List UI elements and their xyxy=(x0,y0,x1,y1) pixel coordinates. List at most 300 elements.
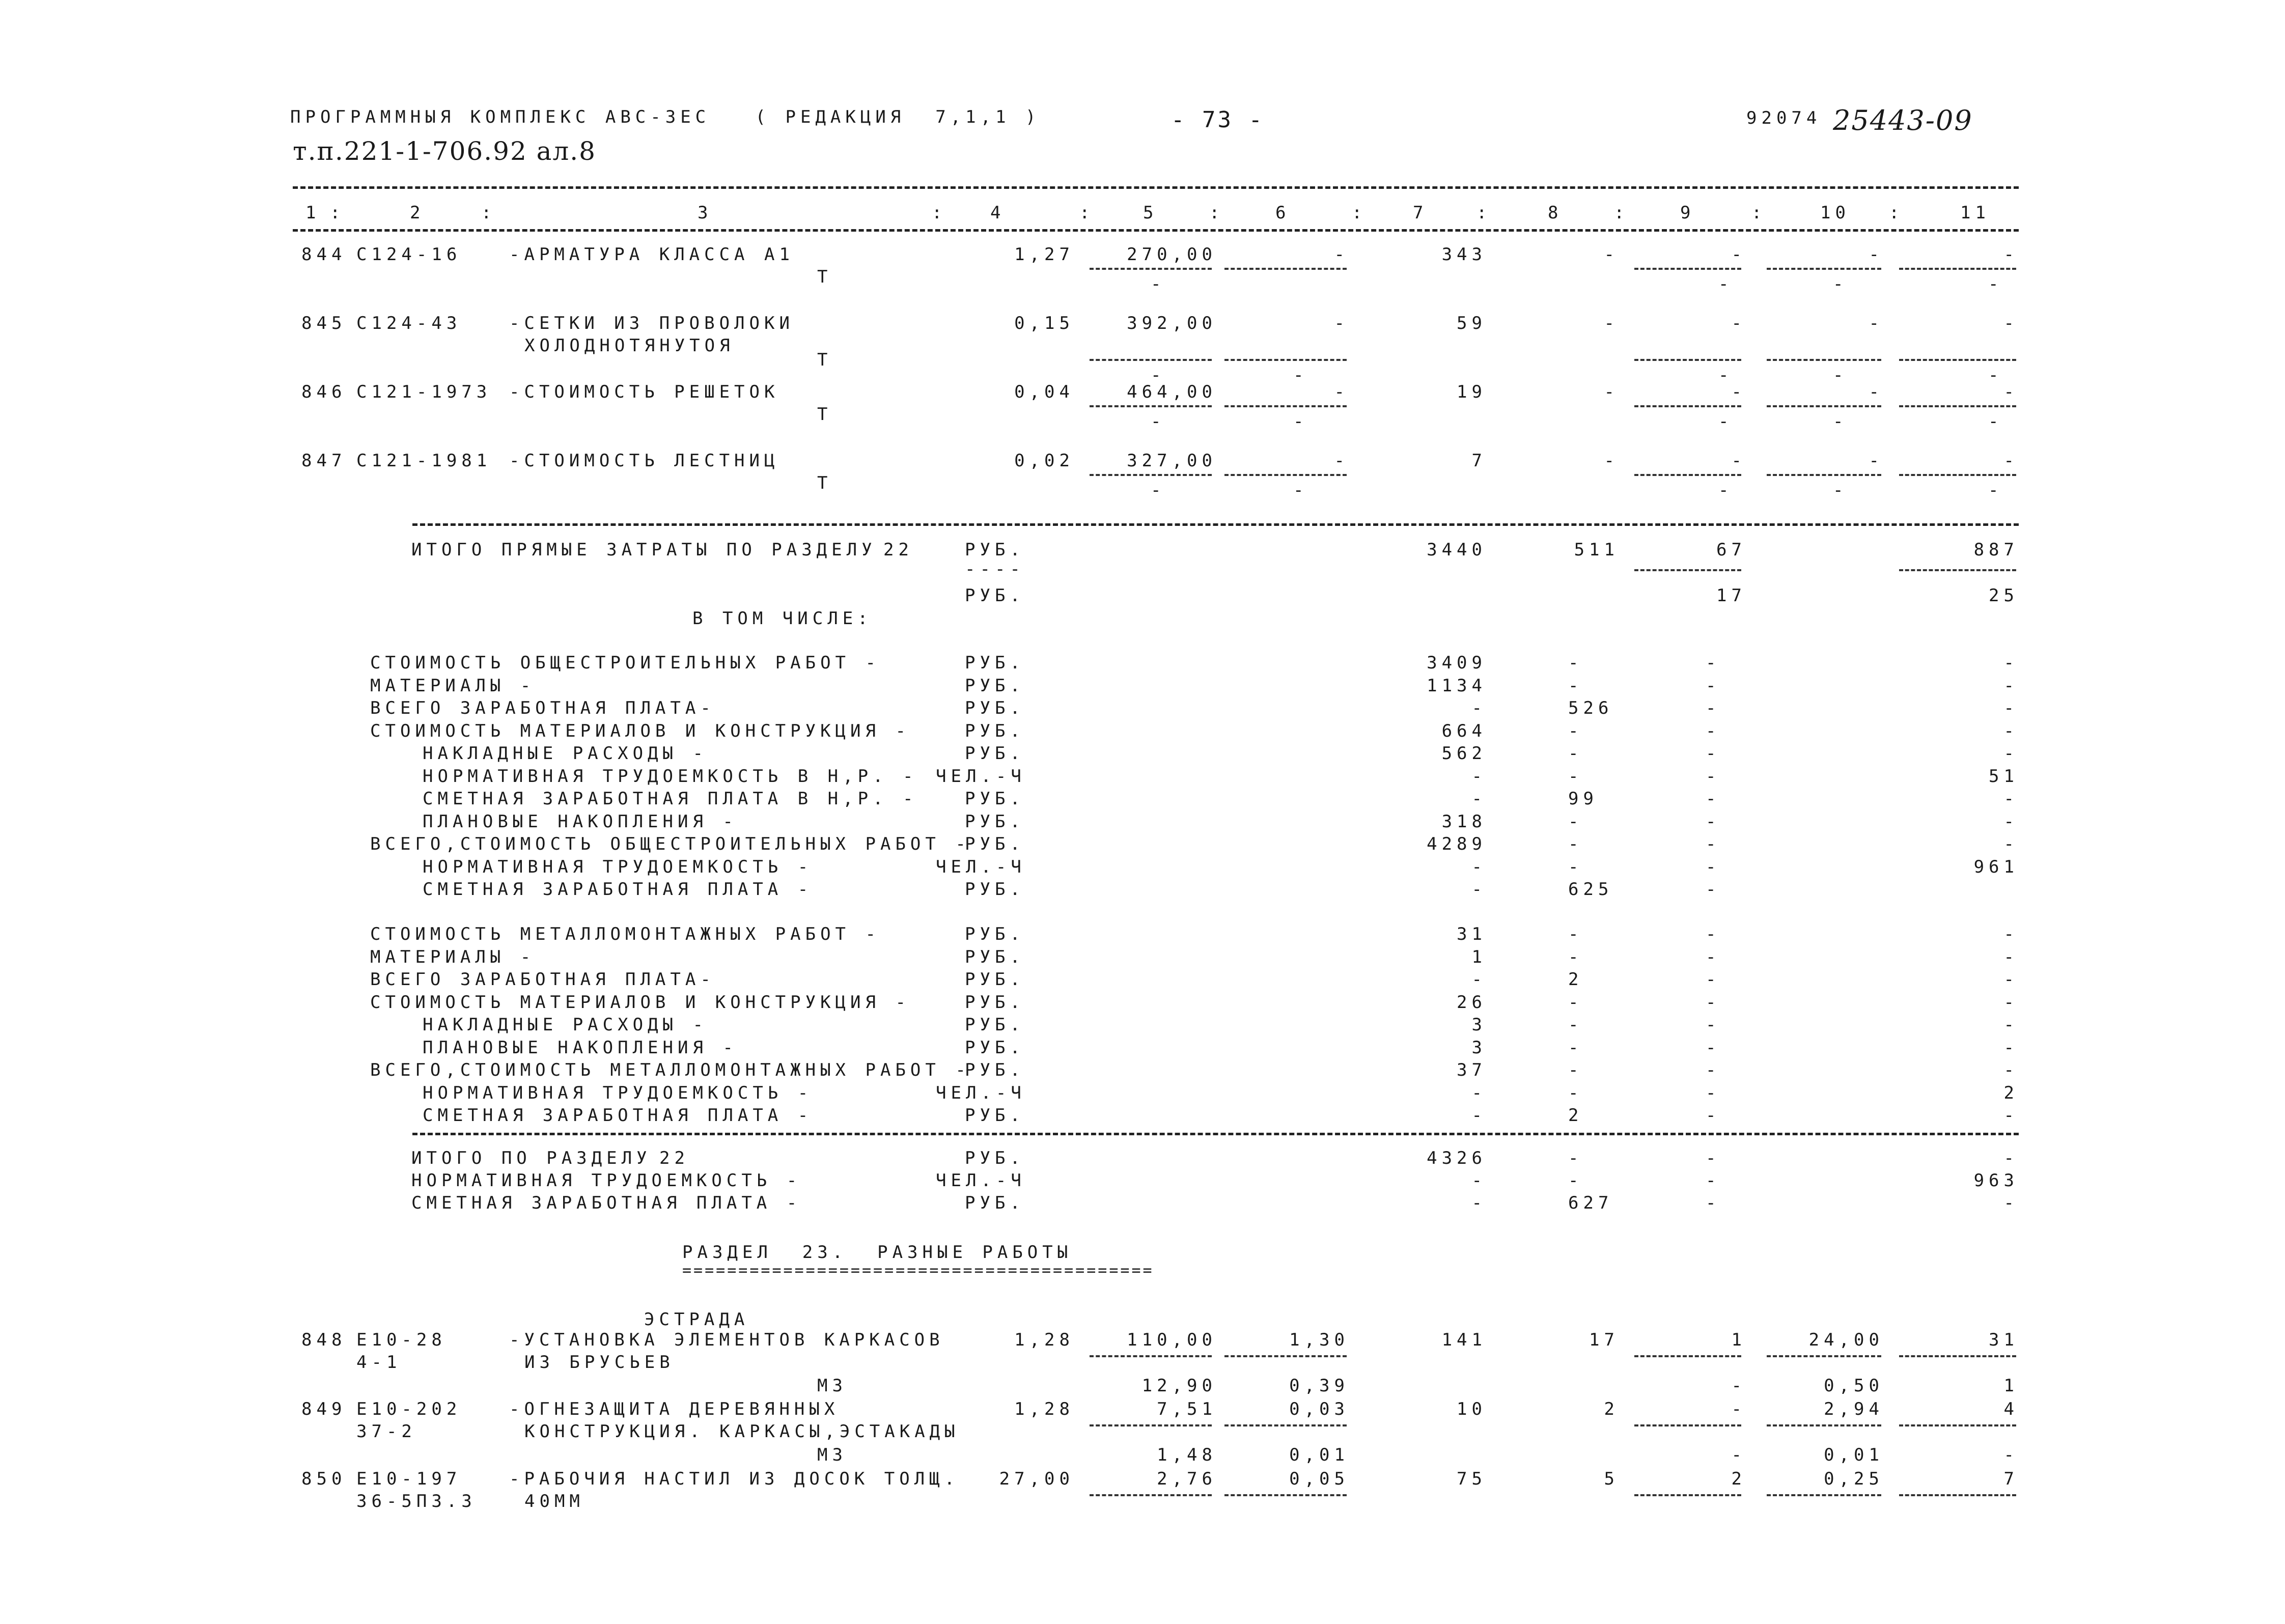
breakdown-unit: РУБ. xyxy=(965,969,1025,990)
breakdown-col11: - xyxy=(2003,969,2019,990)
item-col11: 31 xyxy=(1989,1330,2019,1350)
item-unit: Т xyxy=(817,404,832,425)
item-sub-price: 1,48 xyxy=(1157,1445,1217,1465)
breakdown-unit: РУБ. xyxy=(965,743,1025,764)
breakdown-col8: - xyxy=(1568,1060,1583,1080)
item-sub-price: - xyxy=(1151,480,1166,500)
direct-total-c7: 3440 xyxy=(1427,540,1487,560)
breakdown-col8: - xyxy=(1568,857,1583,877)
document-code: 92074 xyxy=(1746,108,1822,128)
breakdown-label: ВСЕГО ЗАРАБОТНАЯ ПЛАТА- xyxy=(370,969,715,990)
item-qty: 0,02 xyxy=(1014,451,1074,471)
item-rule-col11 xyxy=(1899,1494,2016,1496)
item-name: ИЗ БРУСЬЕВ xyxy=(524,1352,675,1373)
item-price: 270,00 xyxy=(1127,244,1217,265)
item-col6: 0,05 xyxy=(1289,1469,1349,1489)
item-code: Е10-202 xyxy=(356,1399,462,1419)
item-sub-col9: - xyxy=(1718,411,1734,432)
breakdown-col7: 4289 xyxy=(1427,834,1487,854)
item-rule-price xyxy=(1090,1355,1212,1357)
breakdown-label: СМЕТНАЯ ЗАРАБОТНАЯ ПЛАТА - xyxy=(423,1105,813,1126)
including-label: В ТОМ ЧИСЛЕ: xyxy=(692,608,873,629)
section-23-subtitle: ЭСТРАДА xyxy=(644,1309,749,1330)
breakdown-col11: - xyxy=(2003,947,2019,967)
item-unit: Т xyxy=(817,350,832,370)
item-col6: 1,30 xyxy=(1289,1330,1349,1350)
breakdown-col7: 318 xyxy=(1441,811,1487,832)
item-sub-col9: - xyxy=(1718,480,1734,500)
item-total: 7 xyxy=(1471,451,1487,471)
item-qty: 1,28 xyxy=(1014,1399,1074,1419)
item-col8: 2 xyxy=(1604,1399,1619,1419)
item-sub-col10: - xyxy=(1833,365,1848,385)
breakdown-col8: 526 xyxy=(1568,698,1613,718)
breakdown-col11: - xyxy=(2003,698,2019,718)
breakdown-label: ВСЕГО ЗАРАБОТНАЯ ПЛАТА- xyxy=(370,698,715,718)
direct-total-unit: РУБ. xyxy=(965,540,1025,560)
direct-total-unit2: РУБ. xyxy=(965,585,1025,606)
direct-total-c11b: 25 xyxy=(1989,585,2019,606)
breakdown-unit: РУБ. xyxy=(965,721,1025,741)
item-number: 849 xyxy=(301,1399,347,1419)
item-col11: - xyxy=(2003,382,2019,402)
breakdown-col7: 3 xyxy=(1471,1015,1487,1035)
breakdown-col7: 562 xyxy=(1441,743,1487,764)
breakdown-label: ВСЕГО,СТОИМОСТЬ ОБЩЕСТРОИТЕЛЬНЫХ РАБОТ - xyxy=(370,834,970,854)
column-header-8: 8 xyxy=(1548,203,1563,223)
breakdown-col7: - xyxy=(1471,879,1487,900)
item-sub-col6: - xyxy=(1293,411,1308,432)
breakdown-col9: - xyxy=(1706,1015,1721,1035)
breakdown-col9: - xyxy=(1706,834,1721,854)
breakdown-col7: - xyxy=(1471,969,1487,990)
item-col9: - xyxy=(1731,1399,1746,1419)
breakdown-unit: ЧЕЛ.-Ч xyxy=(936,766,1026,787)
section-total-col8: - xyxy=(1568,1170,1583,1191)
breakdown-col7: - xyxy=(1471,766,1487,787)
item-sub-col6: - xyxy=(1293,365,1308,385)
item-qty: 0,04 xyxy=(1014,382,1074,402)
breakdown-col11: - xyxy=(2003,1015,2019,1035)
item-price: 327,00 xyxy=(1127,451,1217,471)
item-col8: - xyxy=(1604,313,1619,333)
item-code: С121-1973 xyxy=(356,382,492,402)
breakdown-col9: - xyxy=(1706,676,1721,696)
item-rule-col9 xyxy=(1634,1494,1741,1496)
breakdown-col8: - xyxy=(1568,766,1583,787)
column-header-10: 10 xyxy=(1820,203,1850,223)
item-sub-col9: - xyxy=(1731,1376,1746,1396)
breakdown-col8: - xyxy=(1568,1038,1583,1058)
breakdown-col9: - xyxy=(1706,1083,1721,1103)
breakdown-label: ПЛАНОВЫЕ НАКОПЛЕНИЯ - xyxy=(423,1038,738,1058)
item-col8: 5 xyxy=(1604,1469,1619,1489)
column-header-1: 1 xyxy=(305,203,321,223)
item-price: 464,00 xyxy=(1127,382,1217,402)
section-total-col9: - xyxy=(1706,1148,1721,1168)
direct-total-c8: 511 xyxy=(1574,540,1619,560)
item-col8: - xyxy=(1604,244,1619,265)
item-name: -СЕТКИ ИЗ ПРОВОЛОКИ xyxy=(509,313,794,333)
breakdown-col7: 31 xyxy=(1457,924,1487,944)
direct-total-c11: 887 xyxy=(1973,540,2019,560)
breakdown-unit: РУБ. xyxy=(965,676,1025,696)
column-header-5: 5 xyxy=(1143,203,1158,223)
item-col6: - xyxy=(1334,451,1349,471)
breakdown-col8: - xyxy=(1568,924,1583,944)
breakdown-col9: - xyxy=(1706,811,1721,832)
item-qty: 0,15 xyxy=(1014,313,1074,333)
breakdown-unit: РУБ. xyxy=(965,698,1025,718)
item-sub-col9: - xyxy=(1718,274,1734,294)
breakdown-unit: РУБ. xyxy=(965,992,1025,1013)
item-number: 845 xyxy=(301,313,347,333)
section-total-col7: 4326 xyxy=(1427,1148,1487,1168)
item-name: ХОЛОДНОТЯНУТОЯ xyxy=(524,335,735,356)
column-header-2: 2 xyxy=(410,203,425,223)
section-total-unit: РУБ. xyxy=(965,1148,1025,1168)
item-rule-col10 xyxy=(1767,1355,1881,1357)
item-name: КОНСТРУКЦИЯ. КАРКАСЫ,ЭСТАКАДЫ xyxy=(524,1421,960,1442)
direct-total-section: 22 xyxy=(883,540,913,560)
breakdown-col9: - xyxy=(1706,1038,1721,1058)
breakdown-col7: 26 xyxy=(1457,992,1487,1013)
item-total: 59 xyxy=(1457,313,1487,333)
section-total-unit: ЧЕЛ.-Ч xyxy=(936,1170,1026,1191)
item-sub-col10: - xyxy=(1833,480,1848,500)
breakdown-col8: - xyxy=(1568,653,1583,673)
breakdown-col11: - xyxy=(2003,676,2019,696)
column-separator: : xyxy=(932,203,947,223)
item-total: 343 xyxy=(1441,244,1487,265)
item-sub-col6: 0,39 xyxy=(1289,1376,1349,1396)
item-sub-col9: - xyxy=(1718,365,1734,385)
item-sub-col11: - xyxy=(1988,480,2003,500)
item-name: -СТОИМОСТЬ ЛЕСТНИЦ xyxy=(509,451,779,471)
breakdown-label: ПЛАНОВЫЕ НАКОПЛЕНИЯ - xyxy=(423,811,738,832)
breakdown-col9: - xyxy=(1706,766,1721,787)
column-separator: : xyxy=(1209,203,1224,223)
item-col8: - xyxy=(1604,382,1619,402)
section-total-col11: - xyxy=(2003,1148,2019,1168)
breakdown-label: МАТЕРИАЛЫ - xyxy=(370,676,536,696)
item-total: 10 xyxy=(1457,1399,1487,1419)
breakdown-label: НАКЛАДНЫЕ РАСХОДЫ - xyxy=(423,1015,708,1035)
breakdown-col9: - xyxy=(1706,743,1721,764)
item-rule-col10 xyxy=(1767,1424,1881,1426)
handwritten-number: 25443-09 xyxy=(1833,104,1973,136)
breakdown-label: СТОИМОСТЬ МАТЕРИАЛОВ И КОНСТРУКЦИЯ - xyxy=(370,992,910,1013)
item-total: 75 xyxy=(1457,1469,1487,1489)
breakdown-col11: 2 xyxy=(2003,1083,2019,1103)
item-col9: - xyxy=(1731,451,1746,471)
breakdown-col11: - xyxy=(2003,1105,2019,1126)
item-col11: - xyxy=(2003,451,2019,471)
item-unit: М3 xyxy=(817,1376,847,1396)
item-rule-col11 xyxy=(1899,1424,2016,1426)
item-number: 847 xyxy=(301,451,347,471)
breakdown-col7: 664 xyxy=(1441,721,1487,741)
item-col10: 24,00 xyxy=(1808,1330,1884,1350)
item-rule-col9 xyxy=(1634,1424,1741,1426)
item-sub-price: 12,90 xyxy=(1141,1376,1217,1396)
breakdown-label: СМЕТНАЯ ЗАРАБОТНАЯ ПЛАТА - xyxy=(423,879,813,900)
column-separator: : xyxy=(1476,203,1492,223)
section-total-label: НОРМАТИВНАЯ ТРУДОЕМКОСТЬ - xyxy=(411,1170,802,1191)
item-sub-col6: 0,01 xyxy=(1289,1445,1349,1465)
column-separator: : xyxy=(330,203,345,223)
breakdown-col9: - xyxy=(1706,969,1721,990)
column-header-6: 6 xyxy=(1275,203,1291,223)
item-col6: - xyxy=(1334,244,1349,265)
section-total-section: 22 xyxy=(659,1148,689,1168)
direct-total-c9b: 17 xyxy=(1716,585,1746,606)
breakdown-col7: - xyxy=(1471,1105,1487,1126)
item-code-sub: 36-5ПЗ.3 xyxy=(356,1491,477,1511)
breakdown-col8: - xyxy=(1568,721,1583,741)
section-total-col9: - xyxy=(1706,1193,1721,1213)
item-name: -СТОИМОСТЬ РЕШЕТОК xyxy=(509,382,779,402)
breakdown-unit: РУБ. xyxy=(965,811,1025,832)
breakdown-col9: - xyxy=(1706,698,1721,718)
section-total-col9: - xyxy=(1706,1170,1721,1191)
item-code: С121-1981 xyxy=(356,451,492,471)
item-col10: - xyxy=(1869,244,1884,265)
item-sub-col9: - xyxy=(1731,1445,1746,1465)
breakdown-unit: РУБ. xyxy=(965,879,1025,900)
breakdown-col11: 961 xyxy=(1973,857,2019,877)
breakdown-col8: 2 xyxy=(1568,969,1583,990)
item-total: 141 xyxy=(1441,1330,1487,1350)
breakdown-col9: - xyxy=(1706,924,1721,944)
breakdown-col8: - xyxy=(1568,811,1583,832)
item-qty: 27,00 xyxy=(999,1469,1074,1489)
item-col11: 4 xyxy=(2003,1399,2019,1419)
breakdown-unit: ЧЕЛ.-Ч xyxy=(936,1083,1026,1103)
item-sub-col11: - xyxy=(2003,1445,2019,1465)
breakdown-col9: - xyxy=(1706,992,1721,1013)
column-header-11: 11 xyxy=(1960,203,1990,223)
breakdown-col11: - xyxy=(2003,743,2019,764)
breakdown-col11: 51 xyxy=(1989,766,2019,787)
item-unit: Т xyxy=(817,267,832,287)
breakdown-label: СТОИМОСТЬ МЕТАЛЛОМОНТАЖНЫХ РАБОТ - xyxy=(370,924,880,944)
item-rule-col9 xyxy=(1634,1355,1741,1357)
column-separator: : xyxy=(1079,203,1095,223)
section-total-col7: - xyxy=(1471,1193,1487,1213)
breakdown-label: НОРМАТИВНАЯ ТРУДОЕМКОСТЬ - xyxy=(423,857,813,877)
breakdown-col7: 37 xyxy=(1457,1060,1487,1080)
item-price: 7,51 xyxy=(1157,1399,1217,1419)
breakdown-col9: - xyxy=(1706,1060,1721,1080)
breakdown-col9: - xyxy=(1706,947,1721,967)
breakdown-col9: - xyxy=(1706,789,1721,809)
item-col11: - xyxy=(2003,244,2019,265)
item-col9: 2 xyxy=(1731,1469,1746,1489)
item-sub-col11: - xyxy=(1988,274,2003,294)
column-separator: : xyxy=(1614,203,1629,223)
breakdown-col11: - xyxy=(2003,1038,2019,1058)
item-price: 110,00 xyxy=(1127,1330,1217,1350)
breakdown-col11: - xyxy=(2003,992,2019,1013)
breakdown-col7: - xyxy=(1471,857,1487,877)
item-name: -ОГНЕЗАЩИТА ДЕРЕВЯННЫХ xyxy=(509,1399,840,1419)
item-sub-col10: 0,50 xyxy=(1824,1376,1884,1396)
breakdown-unit: РУБ. xyxy=(965,789,1025,809)
breakdown-unit: РУБ. xyxy=(965,924,1025,944)
item-name: -УСТАНОВКА ЭЛЕМЕНТОВ КАРКАСОВ xyxy=(509,1330,944,1350)
item-sub-price: - xyxy=(1151,365,1166,385)
page-number: - 73 - xyxy=(1171,107,1264,133)
breakdown-col8: - xyxy=(1568,992,1583,1013)
item-number: 844 xyxy=(301,244,347,265)
breakdown-unit: РУБ. xyxy=(965,947,1025,967)
item-col10: 2,94 xyxy=(1824,1399,1884,1419)
item-rule-col6 xyxy=(1224,1355,1347,1357)
breakdown-label: СТОИМОСТЬ МАТЕРИАЛОВ И КОНСТРУКЦИЯ - xyxy=(370,721,910,741)
breakdown-col8: - xyxy=(1568,834,1583,854)
item-col6: - xyxy=(1334,382,1349,402)
breakdown-col8: 625 xyxy=(1568,879,1613,900)
item-sub-price: - xyxy=(1151,274,1166,294)
breakdown-col11: - xyxy=(2003,811,2019,832)
item-total: 19 xyxy=(1457,382,1487,402)
item-code-sub: 4-1 xyxy=(356,1352,402,1373)
breakdown-col8: 2 xyxy=(1568,1105,1583,1126)
direct-total-c9: 67 xyxy=(1716,540,1746,560)
item-col10: 0,25 xyxy=(1824,1469,1884,1489)
breakdown-col9: - xyxy=(1706,879,1721,900)
breakdown-col11: - xyxy=(2003,721,2019,741)
item-unit: М3 xyxy=(817,1445,847,1465)
item-col11: 7 xyxy=(2003,1469,2019,1489)
breakdown-col11: - xyxy=(2003,834,2019,854)
column-header-7: 7 xyxy=(1413,203,1428,223)
section-total-label: ИТОГО ПО РАЗДЕЛУ xyxy=(411,1148,652,1168)
breakdown-col8: - xyxy=(1568,676,1583,696)
item-col9: - xyxy=(1731,382,1746,402)
breakdown-col9: - xyxy=(1706,857,1721,877)
item-number: 850 xyxy=(301,1469,347,1489)
column-separator: : xyxy=(481,203,496,223)
item-col10: - xyxy=(1869,382,1884,402)
breakdown-label: НОРМАТИВНАЯ ТРУДОЕМКОСТЬ - xyxy=(423,1083,813,1103)
column-header-3: 3 xyxy=(698,203,713,223)
item-col6: 0,03 xyxy=(1289,1399,1349,1419)
item-rule-col6 xyxy=(1224,1494,1347,1496)
breakdown-unit: РУБ. xyxy=(965,834,1025,854)
item-col9: - xyxy=(1731,313,1746,333)
item-name: 40ММ xyxy=(524,1491,584,1511)
breakdown-col8: - xyxy=(1568,947,1583,967)
breakdown-label: НАКЛАДНЫЕ РАСХОДЫ - xyxy=(423,743,708,764)
breakdown-label: СТОИМОСТЬ ОБЩЕСТРОИТЕЛЬНЫХ РАБОТ - xyxy=(370,653,880,673)
section-total-label: СМЕТНАЯ ЗАРАБОТНАЯ ПЛАТА - xyxy=(411,1193,802,1213)
item-code: Е10-197 xyxy=(356,1469,462,1489)
column-separator: : xyxy=(1889,203,1904,223)
column-header-9: 9 xyxy=(1680,203,1695,223)
breakdown-label: МАТЕРИАЛЫ - xyxy=(370,947,536,967)
program-header: ПРОГРАММНЫЯ КОМПЛЕКС АВС-ЗЕС ( РЕДАКЦИЯ 7,1,1 ) xyxy=(290,107,1041,127)
item-rule-col6 xyxy=(1224,1424,1347,1426)
item-rule-price xyxy=(1090,1494,1212,1496)
section-total-col8: 627 xyxy=(1568,1193,1613,1213)
section-total-col11: - xyxy=(2003,1193,2019,1213)
item-sub-col11: 1 xyxy=(2003,1376,2019,1396)
breakdown-unit: РУБ. xyxy=(965,1015,1025,1035)
item-code: С124-16 xyxy=(356,244,462,265)
item-price: 392,00 xyxy=(1127,313,1217,333)
item-col8: - xyxy=(1604,451,1619,471)
breakdown-col7: - xyxy=(1471,789,1487,809)
direct-total-label: ИТОГО ПРЯМЫЕ ЗАТРАТЫ ПО РАЗДЕЛУ xyxy=(411,540,877,560)
item-qty: 1,27 xyxy=(1014,244,1074,265)
breakdown-col7: 3409 xyxy=(1427,653,1487,673)
item-sub-col11: - xyxy=(1988,411,2003,432)
item-sub-col6: - xyxy=(1293,480,1308,500)
breakdown-col11: - xyxy=(2003,1060,2019,1080)
item-col11: - xyxy=(2003,313,2019,333)
item-col10: - xyxy=(1869,313,1884,333)
item-sub-col10: - xyxy=(1833,274,1848,294)
item-rule-col10 xyxy=(1767,1494,1881,1496)
item-number: 848 xyxy=(301,1330,347,1350)
item-name: -РАБОЧИЯ НАСТИЛ ИЗ ДОСОК ТОЛЩ. xyxy=(509,1469,960,1489)
breakdown-col9: - xyxy=(1706,721,1721,741)
item-col8: 17 xyxy=(1589,1330,1619,1350)
item-code: С124-43 xyxy=(356,313,462,333)
breakdown-col11: - xyxy=(2003,653,2019,673)
breakdown-col11: - xyxy=(2003,789,2019,809)
item-code-sub: 37-2 xyxy=(356,1421,416,1442)
item-col10: - xyxy=(1869,451,1884,471)
breakdown-col8: - xyxy=(1568,1015,1583,1035)
column-header-4: 4 xyxy=(990,203,1006,223)
breakdown-label: СМЕТНАЯ ЗАРАБОТНАЯ ПЛАТА В Н,Р. - xyxy=(423,789,918,809)
item-number: 846 xyxy=(301,382,347,402)
section-total-col8: - xyxy=(1568,1148,1583,1168)
breakdown-unit: РУБ. xyxy=(965,1060,1025,1080)
breakdown-col9: - xyxy=(1706,653,1721,673)
direct-total-unit-rule: ---- xyxy=(965,559,1025,579)
item-unit: Т xyxy=(817,473,832,493)
item-price: 2,76 xyxy=(1157,1469,1217,1489)
breakdown-col11: - xyxy=(2003,924,2019,944)
item-sub-price: - xyxy=(1151,411,1166,432)
breakdown-col7: 1134 xyxy=(1427,676,1487,696)
breakdown-unit: ЧЕЛ.-Ч xyxy=(936,857,1026,877)
item-code: Е10-28 xyxy=(356,1330,447,1350)
section-23-underline: ========================================== xyxy=(682,1262,1154,1279)
breakdown-col8: - xyxy=(1568,743,1583,764)
document-reference: т.п.221-1-706.92 ал.8 xyxy=(293,136,596,166)
item-qty: 1,28 xyxy=(1014,1330,1074,1350)
item-col9: - xyxy=(1731,244,1746,265)
section-23-title: РАЗДЕЛ 23. РАЗНЫЕ РАБОТЫ xyxy=(682,1242,1073,1263)
breakdown-unit: РУБ. xyxy=(965,1105,1025,1126)
section-total-unit: РУБ. xyxy=(965,1193,1025,1213)
item-name: -АРМАТУРА КЛАССА А1 xyxy=(509,244,794,265)
breakdown-unit: РУБ. xyxy=(965,653,1025,673)
section-total-col11: 963 xyxy=(1973,1170,2019,1191)
item-rule-price xyxy=(1090,1424,1212,1426)
column-separator: : xyxy=(1352,203,1367,223)
breakdown-col9: - xyxy=(1706,1105,1721,1126)
column-separator: : xyxy=(1751,203,1767,223)
breakdown-col7: - xyxy=(1471,1083,1487,1103)
item-rule-col11 xyxy=(1899,1355,2016,1357)
item-col6: - xyxy=(1334,313,1349,333)
